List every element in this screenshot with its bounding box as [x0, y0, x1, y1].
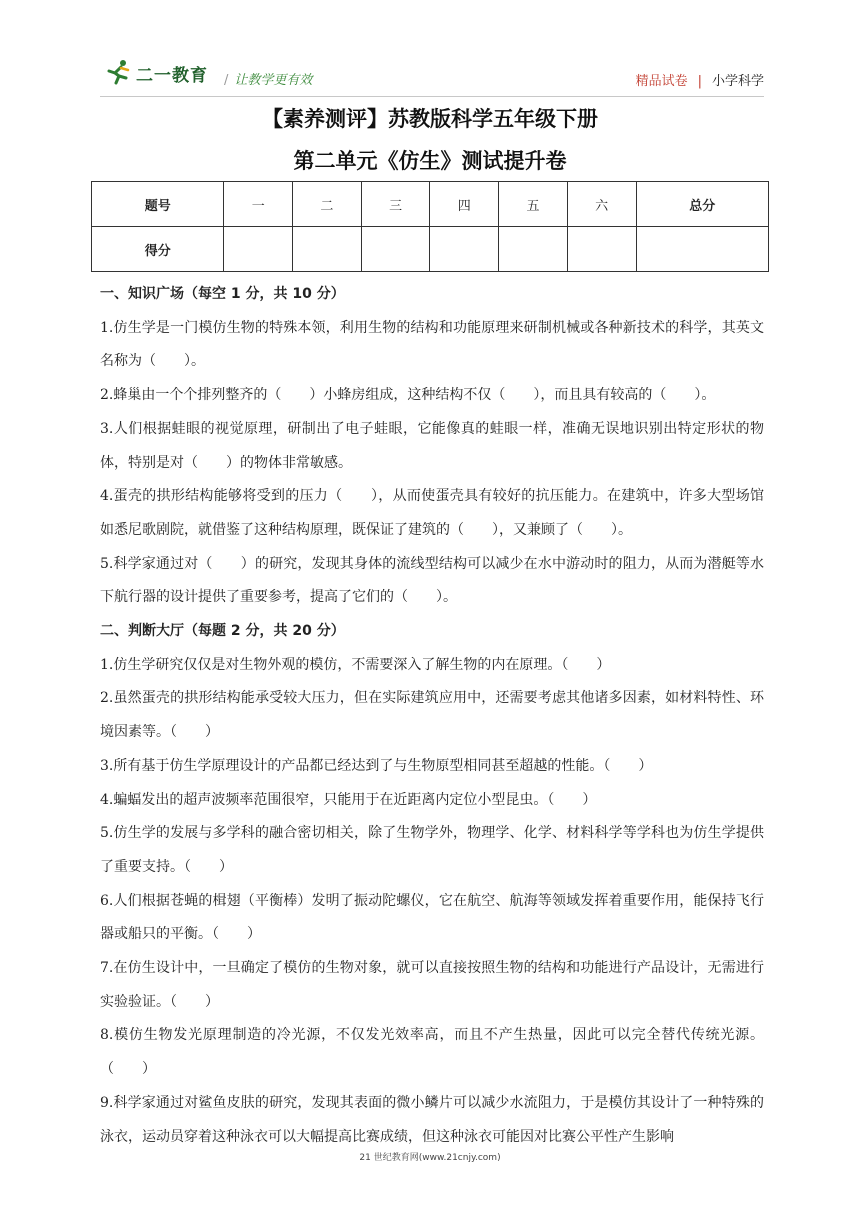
exam-content — [100, 278, 764, 1154]
question-item: 2.蜂巢由一个个排列整齐的（ ）小蜂房组成，这种结构不仅（ ），而且具有较高的（ ）。 — [100, 387, 716, 404]
table-cell: 总分 — [636, 182, 768, 227]
logo — [104, 58, 208, 88]
page-title: 【素养测评】苏教版科学五年级下册 — [262, 107, 598, 131]
subject-label: 小学科学 — [711, 74, 764, 89]
question-item: 5.科学家通过对（ ）的研究，发现其身体的流线型结构可以减少在水中游动时的阻力，从而为潜艇等水下航行器的设计提供了重要参考，提高了它们的（ ）。 — [100, 555, 764, 606]
table-cell: 六 — [567, 182, 636, 227]
question-item: 1.仿生学研究仅仅是对生物外观的模仿，不需要深入了解生物的内在原理。（ ） — [100, 656, 611, 673]
question-item: 4.蝙蝠发出的超声波频率范围很窄，只能用于在近距离内定位小型昆虫。（ ） — [100, 791, 597, 808]
score-input-cell[interactable] — [361, 227, 430, 272]
score-table-header-row — [92, 182, 769, 227]
question-item: 2.虽然蛋壳的拱形结构能承受较大压力，但在实际建筑应用中，还需要考虑其他诸多因素，如材料特性、环境因素等。（ ） — [100, 690, 764, 741]
question-item: 3.人们根据蛙眼的视觉原理，研制出了电子蛙眼，它能像真的蛙眼一样，准确无误地识别出特定形状的物体，特别是对（ ）的物体非常敏感。 — [100, 420, 764, 471]
page-subtitle: 第二单元《仿生》测试提升卷 — [293, 149, 567, 173]
question-item: 9.科学家通过对鲨鱼皮肤的研究，发现其表面的微小鳞片可以减少水流阻力，于是模仿其设计了一种特殊的泳衣，运动员穿着这种泳衣可以大幅提高比赛成绩，但这种泳衣可能因对比赛公平性产生影响 — [100, 1094, 764, 1145]
table-cell: 题号 — [92, 182, 224, 227]
section-heading: 二、判断大厅（每题 2 分，共 20 分） — [100, 623, 345, 640]
brand-separator: | — [697, 74, 702, 89]
page-header — [0, 0, 860, 100]
quality-tag: 精品试卷 — [635, 74, 688, 89]
table-cell: 五 — [499, 182, 568, 227]
question-item: 6.人们根据苍蝇的楫翅（平衡棒）发明了振动陀螺仪，它在航空、航海等领域发挥着重要作用，能保持飞行器或船只的平衡。（ ） — [100, 892, 764, 943]
runner-logo-icon — [104, 58, 134, 88]
score-input-cell[interactable] — [567, 227, 636, 272]
slogan-text: 让教学更有效 — [234, 73, 313, 88]
header-divider — [100, 96, 764, 97]
question-item: 4.蛋壳的拱形结构能够将受到的压力（ ），从而使蛋壳具有较好的抗压能力。在建筑中，许多大型场馆如悉尼歌剧院，就借鉴了这种结构原理，既保证了建筑的（ ），又兼顾了（ ）。 — [100, 488, 764, 538]
slogan — [224, 69, 312, 88]
score-input-cell[interactable] — [293, 227, 362, 272]
question-item: 1.仿生学是一门模仿生物的特殊本领，利用生物的结构和功能原理来研制机械或各种新技术的科学，其英文名称为（ ）。 — [100, 319, 764, 370]
score-table — [91, 181, 769, 272]
score-input-cell[interactable] — [430, 227, 499, 272]
score-input-cell[interactable] — [224, 227, 293, 272]
score-table-score-row — [92, 227, 769, 272]
question-item: 8.模仿生物发光原理制造的冷光源，不仅发光效率高，而且不产生热量，因此可以完全替代传统光源。（ ） — [100, 1027, 764, 1078]
slash-divider: / — [224, 73, 229, 88]
table-cell: 四 — [430, 182, 499, 227]
table-cell: 一 — [224, 182, 293, 227]
score-input-cell[interactable] — [636, 227, 768, 272]
question-item: 7.在仿生设计中，一旦确定了模仿的生物对象，就可以直接按照生物的结构和功能进行产品设计，无需进行实验验证。（ ） — [100, 960, 764, 1010]
score-input-cell[interactable] — [499, 227, 568, 272]
brand-right — [636, 70, 764, 89]
table-cell: 得分 — [92, 227, 224, 272]
table-cell: 三 — [361, 182, 430, 227]
question-item: 3.所有基于仿生学原理设计的产品都已经达到了与生物原型相同甚至超越的性能。（ ） — [100, 757, 653, 774]
section-heading: 一、知识广场（每空 1 分，共 10 分） — [100, 286, 345, 302]
page-footer: 21 世纪教育网(www.21cnjy.com) — [359, 1153, 501, 1163]
logo-text: 二一教育 — [136, 65, 208, 86]
table-cell: 二 — [293, 182, 362, 227]
question-item: 5.仿生学的发展与多学科的融合密切相关，除了生物学外，物理学、化学、材料科学等学科也为仿生学提供了重要支持。（ ） — [100, 825, 764, 875]
